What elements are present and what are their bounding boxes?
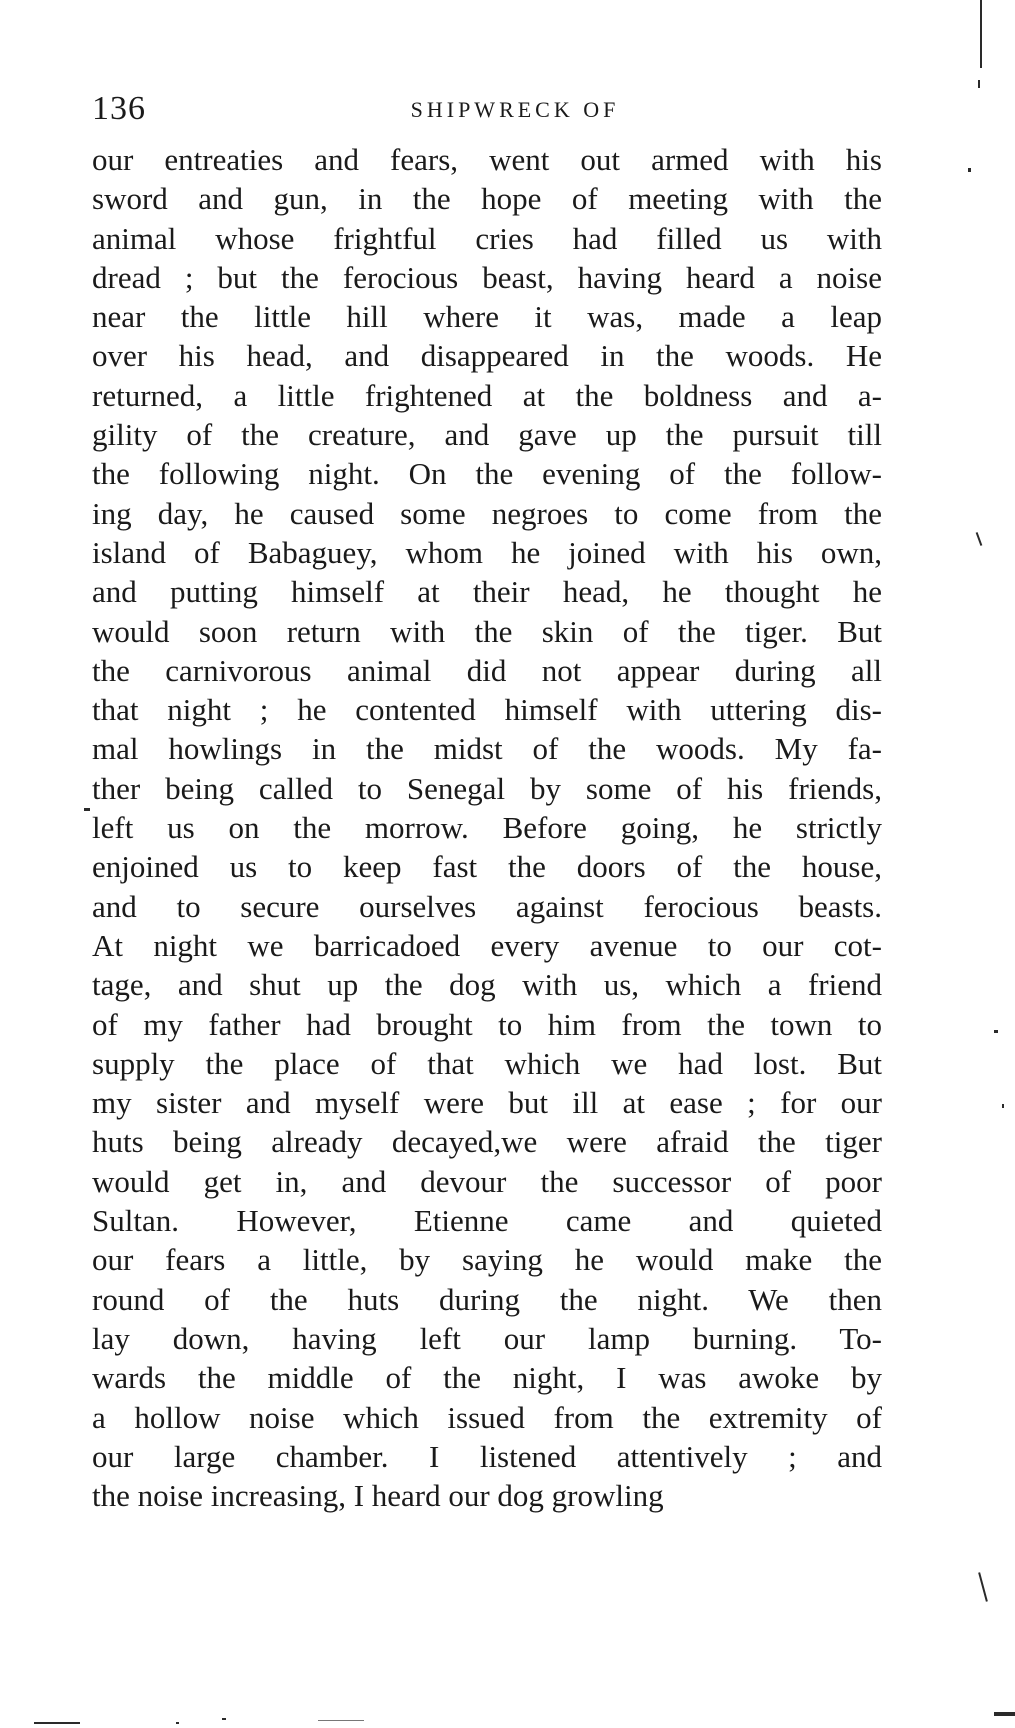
text-line: the carnivorous animal did not appear during all <box>92 652 882 688</box>
text-line: a hollow noise which issued from the extremity of <box>92 1399 882 1435</box>
text-line: the noise increasing, I heard our dog growling <box>92 1478 664 1514</box>
text-line: ing day, he caused some negroes to come from the <box>92 495 882 531</box>
text-line: animal whose frightful cries had filled us with <box>92 220 882 256</box>
scan-speck <box>994 1030 998 1033</box>
text-line: enjoined us to keep fast the doors of the house, <box>92 849 882 885</box>
page-header <box>92 86 874 132</box>
scan-speck <box>976 532 983 546</box>
page-number: 136 <box>92 90 146 127</box>
text-line: that night ; he contented himself with uttering dis- <box>92 692 882 728</box>
scan-edge-line <box>34 1722 80 1724</box>
text-line: our fears a little, by saying he would make the <box>92 1242 882 1278</box>
text-line: of my father had brought to him from the town to <box>92 1006 882 1042</box>
text-line: At night we barricadoed every avenue to our cot- <box>92 927 882 963</box>
scan-edge-mark <box>994 1712 1015 1716</box>
scan-speck <box>978 80 980 88</box>
text-line: and putting himself at their head, he thought he <box>92 574 882 610</box>
text-line: would soon return with the skin of the tiger. But <box>92 613 882 649</box>
text-line: our entreaties and fears, went out armed with his <box>92 142 882 177</box>
scan-speck <box>978 1572 988 1601</box>
text-line: round of the huts during the night. We then <box>92 1281 882 1317</box>
text-line: wards the middle of the night, I was awoke by <box>92 1360 882 1396</box>
text-line: and to secure ourselves against ferocious beasts. <box>92 888 882 924</box>
text-line: near the little hill where it was, made a leap <box>92 299 882 335</box>
text-line: ther being called to Senegal by some of his friends, <box>92 770 882 806</box>
text-line: huts being already decayed,we were afraid the tiger <box>92 1124 882 1160</box>
text-line: dread ; but the ferocious beast, having heard a noise <box>92 259 882 295</box>
text-line: would get in, and devour the successor of poor <box>92 1163 882 1199</box>
text-line: island of Babaguey, whom he joined with his own, <box>92 534 882 570</box>
scan-speck <box>1002 1104 1004 1108</box>
scan-edge-line <box>318 1720 364 1721</box>
text-line: supply the place of that which we had lost. But <box>92 1045 882 1081</box>
scan-speck <box>968 168 971 172</box>
scan-speck <box>176 1722 179 1724</box>
text-line: my sister and myself were but ill at ease ; for our <box>92 1085 882 1121</box>
text-line: lay down, having left our lamp burning. To- <box>92 1320 882 1356</box>
body-text <box>92 140 882 1515</box>
text-line: returned, a little frightened at the boldness and a- <box>92 377 882 413</box>
text-line: over his head, and disappeared in the woods. He <box>92 338 882 374</box>
text-line: mal howlings in the midst of the woods. My fa- <box>92 731 882 767</box>
text-line: Sultan. However, Etienne came and quieted <box>92 1203 882 1239</box>
scan-speck <box>222 1718 226 1720</box>
scan-edge-line <box>980 0 982 68</box>
running-head: SHIPWRECK OF <box>410 97 620 122</box>
text-line: sword and gun, in the hope of meeting with the <box>92 181 882 217</box>
text-line: left us on the morrow. Before going, he strictly <box>92 810 882 846</box>
scan-speck <box>84 808 90 811</box>
text-line: the following night. On the evening of the follow- <box>92 456 882 492</box>
text-line: gility of the creature, and gave up the pursuit till <box>92 417 882 453</box>
text-line: our large chamber. I listened attentively ; and <box>92 1438 882 1474</box>
text-line: tage, and shut up the dog with us, which a friend <box>92 967 882 1003</box>
